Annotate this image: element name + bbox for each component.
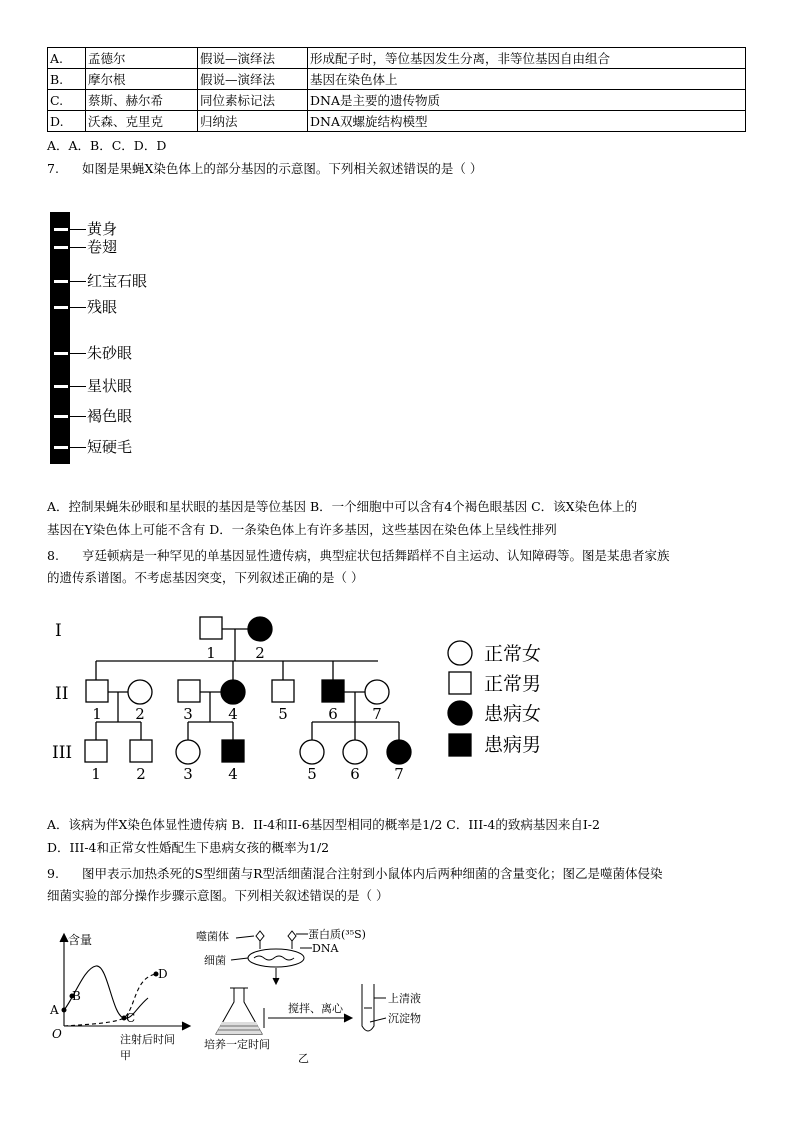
- label-c: C: [126, 1011, 136, 1025]
- q7-number: 7.: [47, 161, 59, 176]
- gen2-female-2: [128, 680, 152, 704]
- gen3-num-1: 1: [91, 765, 101, 783]
- scientist-cell: 摩尔根: [86, 69, 198, 90]
- legend-normal-male-symbol: [449, 672, 471, 694]
- gene-label: 褐色眼: [87, 407, 133, 425]
- q9-stem-line1: 图甲表示加热杀死的S型细菌与R型活细菌混合注射到小鼠体内后两种细菌的含量变化；图乙是噬菌体侵染: [82, 866, 663, 881]
- gene-pointer-line: [70, 281, 86, 282]
- legend-affected-female-symbol: [448, 701, 472, 725]
- q8-number: 8.: [47, 548, 59, 563]
- bacterium-shape: [248, 949, 304, 967]
- legend-affected-male: 患病男: [484, 734, 542, 756]
- phage-icon-right: [288, 931, 296, 941]
- gen2-num-6: 6: [328, 705, 338, 723]
- method-cell: 假说—演绎法: [198, 69, 308, 90]
- gene-pointer-line: [70, 386, 86, 387]
- conclusion-cell: DNA是主要的遗传物质: [308, 90, 746, 111]
- gen3-female-7: [387, 740, 411, 764]
- gen2-num-7: 7: [372, 705, 382, 723]
- gen3-female-3: [176, 740, 200, 764]
- q8-stem-line2: 的遗传系谱图。不考虑基因突变，下列叙述正确的是（ ）: [47, 570, 364, 585]
- gen3-num-6: 6: [350, 765, 360, 783]
- label-step: 搅拌、离心: [288, 1002, 343, 1015]
- gen2-male-1: [86, 680, 108, 702]
- gen3-female-5: [300, 740, 324, 764]
- chromosome-bar: [50, 212, 70, 464]
- q7-options-line1: A．控制果蝇朱砂眼和星状眼的基因是等位基因 B．一个细胞中可以含有4个褐色眼基因 C．该X染色体上的: [47, 499, 638, 514]
- gene-pointer-line: [70, 247, 86, 248]
- label-dna: DNA: [312, 942, 339, 955]
- conclusion-cell: 形成配子时，等位基因发生分离，非等位基因自由组合: [308, 48, 746, 69]
- gene-band: [54, 228, 68, 231]
- label-bacteria: 细菌: [204, 954, 226, 967]
- label-d: D: [158, 967, 168, 981]
- gene-label: 短硬毛: [87, 438, 133, 456]
- gene-label: 红宝石眼: [87, 272, 148, 290]
- q9-number: 9.: [47, 866, 59, 881]
- method-cell: 同位素标记法: [198, 90, 308, 111]
- option-row: [48, 111, 746, 132]
- gen3-num-4: 4: [228, 765, 238, 783]
- gen3-num-7: 7: [394, 765, 404, 783]
- gen2-num-5: 5: [278, 705, 288, 723]
- scientist-cell: 沃森、克里克: [86, 111, 198, 132]
- conclusion-cell: DNA双螺旋结构模型: [308, 111, 746, 132]
- gen1-male-1: [200, 617, 222, 639]
- gen2-female-4: [221, 680, 245, 704]
- gen3-num-5: 5: [307, 765, 317, 783]
- conclusion-cell: 基因在染色体上: [308, 69, 746, 90]
- gen3-male-4: [222, 740, 244, 762]
- gen1-num-2: 2: [255, 644, 265, 662]
- point-a: [62, 1008, 67, 1013]
- option-letter: D.: [48, 111, 86, 132]
- gen2-num-2: 2: [135, 705, 145, 723]
- gene-band: [54, 306, 68, 309]
- fig-a-caption: 甲: [120, 1049, 131, 1062]
- option-row: [48, 69, 746, 90]
- figure-b-phage-experiment: [196, 926, 456, 1066]
- method-cell: 归纳法: [198, 111, 308, 132]
- gene-band: [54, 246, 68, 249]
- gene-band: [54, 280, 68, 283]
- label-a: A: [50, 1003, 59, 1017]
- gene-label: 卷翅: [87, 238, 118, 256]
- q8-options-line2: D．III-4和正常女性婚配生下患病女孩的概率为1/2: [47, 840, 330, 855]
- gen3-female-6: [343, 740, 367, 764]
- gen2-num-3: 3: [183, 705, 193, 723]
- gene-pointer-line: [70, 229, 86, 230]
- gene-band: [54, 385, 68, 388]
- q6-option-table: [47, 47, 746, 132]
- gen1-num-1: 1: [206, 644, 216, 662]
- option-letter: A.: [48, 48, 86, 69]
- label-phage: 噬菌体: [196, 930, 229, 943]
- gene-label: 星状眼: [87, 377, 133, 395]
- label-protein: 蛋白质(³⁵S): [308, 928, 366, 941]
- gen2-male-5: [272, 680, 294, 702]
- gene-label: 黄身: [87, 220, 118, 238]
- phage-icon-left: [256, 931, 264, 941]
- label-supernatant: 上清液: [388, 992, 421, 1005]
- gen2-male-3: [178, 680, 200, 702]
- q7-stem: 如图是果蝇X染色体上的部分基因的示意图。下列相关叙述错误的是（ ）: [82, 161, 483, 176]
- gene-pointer-line: [70, 416, 86, 417]
- gen1-female-2: [248, 617, 272, 641]
- gen2-female-7: [365, 680, 389, 704]
- method-cell: 假说—演绎法: [198, 48, 308, 69]
- figure-a-bacteria-curve: [44, 928, 204, 1068]
- option-letter: B.: [48, 69, 86, 90]
- gen-label-I: I: [55, 621, 62, 641]
- q7-options-line2: 基因在Y染色体上可能不含有 D．一条染色体上有许多基因，这些基因在染色体上呈线性排列: [47, 522, 557, 537]
- q8-stem-line1: 亨廷顿病是一种罕见的单基因显性遗传病，典型症状包括舞蹈样不自主运动、认知障碍等。图是某患者家族: [82, 548, 670, 563]
- fig-a-origin: O: [52, 1027, 62, 1041]
- gene-pointer-line: [70, 307, 86, 308]
- gene-label: 残眼: [87, 298, 118, 316]
- gen3-num-2: 2: [136, 765, 146, 783]
- scientist-cell: 孟德尔: [86, 48, 198, 69]
- gene-pointer-line: [70, 353, 86, 354]
- gen-label-II: II: [55, 684, 69, 704]
- legend-affected-male-symbol: [449, 734, 471, 756]
- fig-a-xlabel: 注射后时间: [120, 1033, 175, 1046]
- legend-normal-female-symbol: [448, 641, 472, 665]
- gen3-male-2: [130, 740, 152, 762]
- q6-choices: A．A．B．C．D．D: [47, 138, 167, 153]
- gen2-num-4: 4: [228, 705, 238, 723]
- legend-normal-male: 正常男: [484, 673, 542, 695]
- q8-options-line1: A．该病为伴X染色体显性遗传病 B．II-4和II-6基因型相同的概率是1/2 C．III-4的致病基因来自I-2: [47, 817, 600, 832]
- gen2-num-1: 1: [92, 705, 102, 723]
- gene-label: 朱砂眼: [87, 344, 133, 362]
- pedigree-chart: [40, 608, 570, 798]
- gen2-male-6: [322, 680, 344, 702]
- fig-a-ylabel: 含量: [68, 933, 93, 947]
- q9-stem-line2: 细菌实验的部分操作步骤示意图。下列相关叙述错误的是（ ）: [47, 888, 389, 903]
- fig-b-caption: 乙: [298, 1052, 309, 1065]
- gene-band: [54, 415, 68, 418]
- gene-pointer-line: [70, 447, 86, 448]
- gene-band: [54, 352, 68, 355]
- label-b: B: [72, 989, 81, 1003]
- option-row: [48, 90, 746, 111]
- option-row: [48, 48, 746, 69]
- scientist-cell: 蔡斯、赫尔希: [86, 90, 198, 111]
- legend-affected-female: 患病女: [484, 703, 542, 725]
- gene-band: [54, 446, 68, 449]
- legend-normal-female: 正常女: [484, 643, 542, 665]
- gen3-male-1: [85, 740, 107, 762]
- label-sediment: 沉淀物: [388, 1012, 421, 1025]
- gen-label-III: III: [52, 743, 73, 763]
- label-culture: 培养一定时间: [204, 1038, 270, 1051]
- option-letter: C.: [48, 90, 86, 111]
- gen3-num-3: 3: [183, 765, 193, 783]
